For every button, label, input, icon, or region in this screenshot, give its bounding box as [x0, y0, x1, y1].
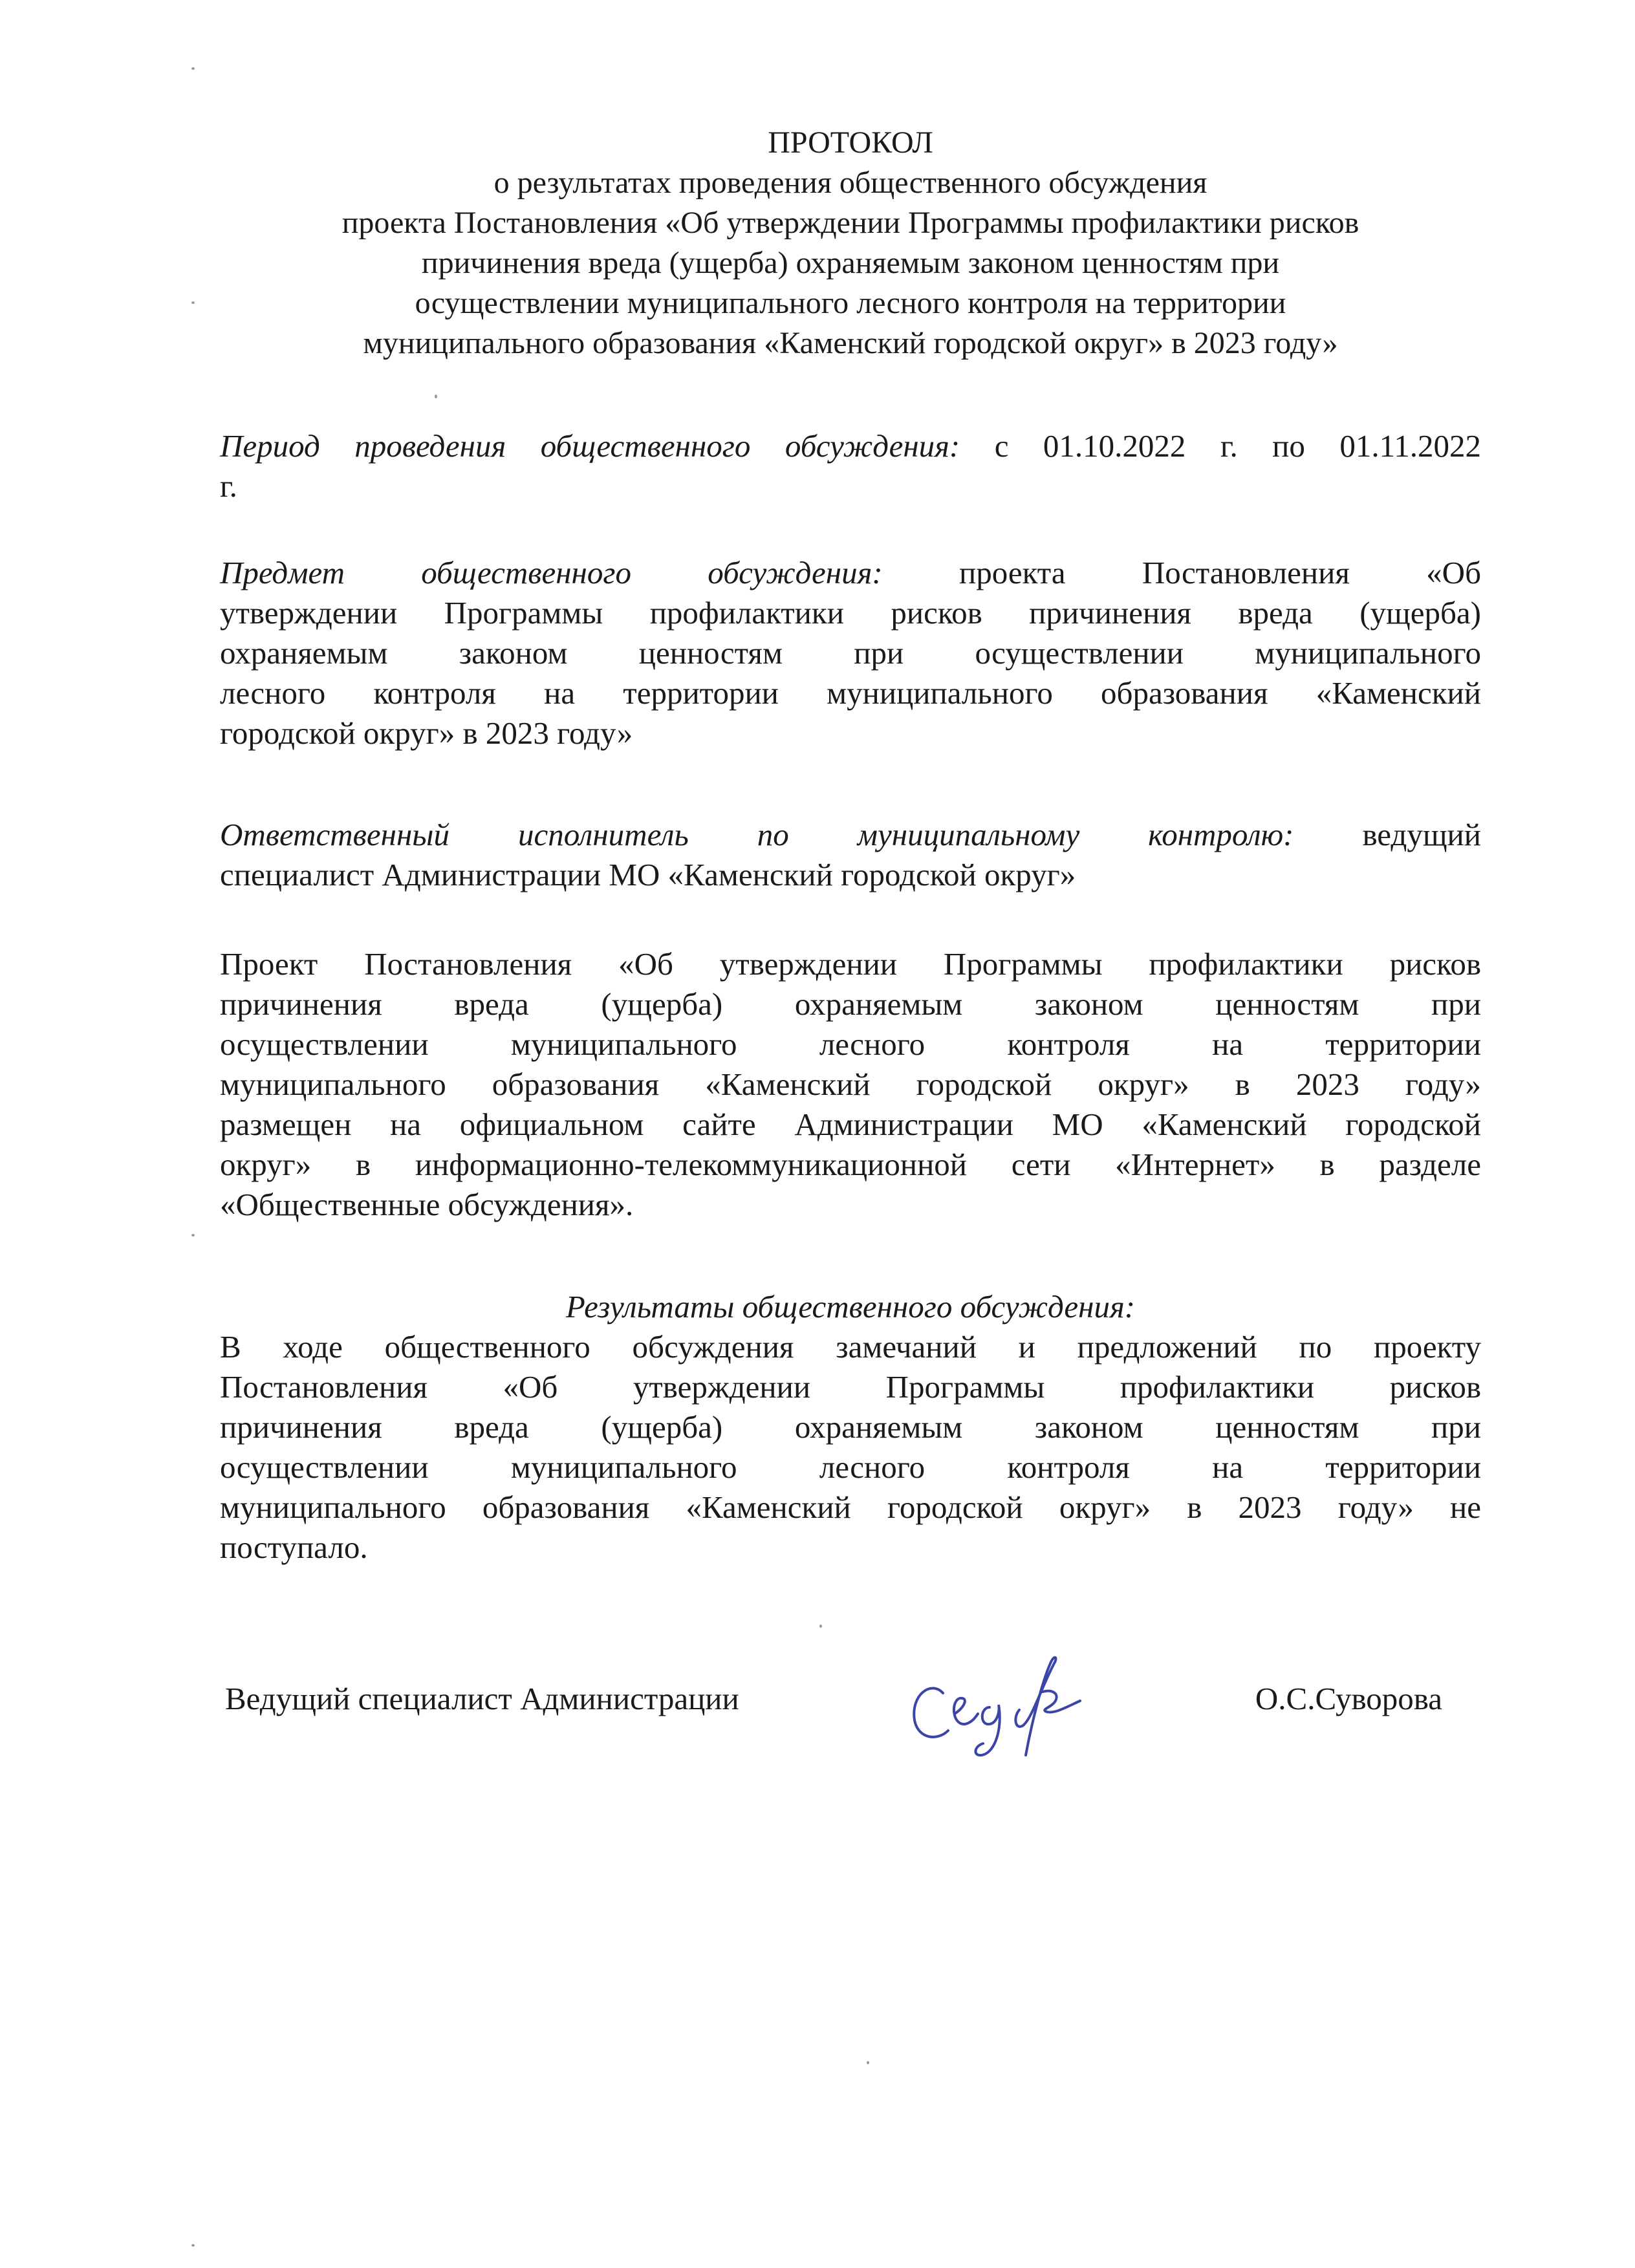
results-line: причинения вреда (ущерба) охраняемым законом ценностям при: [220, 1409, 1481, 1445]
signature-block: [220, 1656, 1481, 1746]
scan-speck: [191, 67, 195, 70]
subtitle-line: причинения вреда (ущерба) охраняемым законом ценностям при: [421, 246, 1280, 280]
subtitle-line: осуществлении муниципального лесного контроля на территории: [415, 286, 1286, 320]
responsible-text: ведущий: [1294, 817, 1482, 852]
scan-speck: [191, 2244, 195, 2247]
handwritten-signature: [893, 1617, 1125, 1785]
scan-speck: [435, 394, 437, 398]
document-header: [220, 123, 1481, 363]
results-line: В ходе общественного обсуждения замечаний и предложений по проекту: [220, 1329, 1481, 1365]
responsible-label: Ответственный исполнитель по муниципальному контролю:: [220, 817, 1294, 852]
paragraph-line: причинения вреда (ущерба) охраняемым законом ценностям при: [220, 986, 1481, 1022]
scan-speck: [191, 301, 195, 304]
project-paragraph: [220, 944, 1481, 1225]
document-title: ПРОТОКОЛ: [768, 125, 933, 160]
scan-speck: [819, 1625, 822, 1628]
results-line: поступало.: [220, 1529, 368, 1565]
results-line: осуществлении муниципального лесного контроля на территории: [220, 1449, 1481, 1485]
period-line: [220, 426, 1481, 466]
period-section: [220, 426, 1481, 506]
subject-label: Предмет общественного обсуждения:: [220, 555, 883, 590]
subject-line: утверждении Программы профилактики рисков причинения вреда (ущерба): [220, 595, 1481, 631]
results-section: [220, 1287, 1481, 1568]
subtitle-line: муниципального образования «Каменский городской округ» в 2023 году»: [363, 326, 1338, 360]
period-value: с 01.10.2022 г. по 01.11.2022: [960, 428, 1481, 464]
paragraph-line: Проект Постановления «Об утверждении Программы профилактики рисков: [220, 946, 1481, 982]
responsible-line: специалист Администрации МО «Каменский городской округ»: [220, 857, 1076, 892]
responsible-line: [220, 815, 1481, 855]
period-value-cont: г.: [220, 468, 237, 504]
paragraph-line: осуществлении муниципального лесного контроля на территории: [220, 1026, 1481, 1062]
paragraph-line: округ» в информационно-телекоммуникационной сети «Интернет» в разделе: [220, 1147, 1481, 1182]
signer-name: О.С.Суворова: [1255, 1681, 1442, 1716]
period-label: Период проведения общественного обсуждения:: [220, 428, 960, 464]
subtitle-line: проекта Постановления «Об утверждении Программы профилактики рисков: [341, 206, 1359, 240]
signer-position: Ведущий специалист Администрации: [225, 1681, 739, 1716]
results-heading: Результаты общественного обсуждения:: [565, 1289, 1136, 1324]
paragraph-line: муниципального образования «Каменский городской округ» в 2023 году»: [220, 1066, 1481, 1102]
subtitle-line: о результатах проведения общественного обсуждения: [493, 166, 1207, 200]
paragraph-line: «Общественные обсуждения».: [220, 1187, 634, 1222]
scan-speck: [867, 2061, 869, 2064]
subject-line: лесного контроля на территории муниципального образования «Каменский: [220, 675, 1481, 711]
responsible-section: [220, 815, 1481, 895]
subject-line: охраняемым законом ценностям при осуществлении муниципального: [220, 635, 1481, 671]
results-line: муниципального образования «Каменский городской округ» в 2023 году» не: [220, 1489, 1481, 1525]
results-line: Постановления «Об утверждении Программы профилактики рисков: [220, 1369, 1481, 1405]
subject-text: проекта Постановления «Об: [882, 555, 1481, 590]
subject-line: [220, 553, 1481, 593]
scan-speck: [191, 1234, 195, 1237]
subject-section: [220, 553, 1481, 753]
paragraph-line: размещен на официальном сайте Администрации МО «Каменский городской: [220, 1107, 1481, 1142]
subject-line: городской округ» в 2023 году»: [220, 715, 633, 751]
